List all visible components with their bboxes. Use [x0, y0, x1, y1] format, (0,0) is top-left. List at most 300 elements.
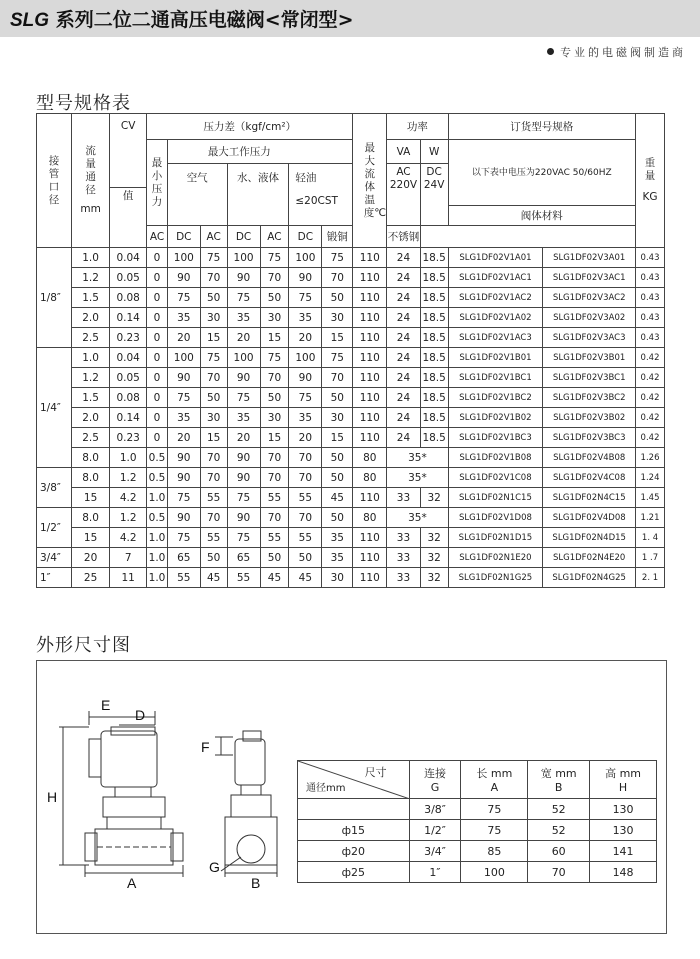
min-pressure-cell: 0: [147, 308, 168, 328]
side-port: [237, 835, 265, 863]
bore-cell: 2.5: [72, 428, 110, 448]
temp-cell: 110: [353, 248, 387, 268]
cv-cell: 1.0: [110, 448, 147, 468]
dims-b-cell: 52: [528, 820, 590, 841]
stainless-model-cell: SLG1DF02V3AC3: [543, 328, 636, 348]
w-cell: 18.5: [420, 268, 448, 288]
header-weight: 重量: [644, 157, 656, 182]
va-cell: 33: [387, 548, 420, 568]
min-pressure-cell: 0: [147, 248, 168, 268]
weight-cell: 0.42: [636, 388, 665, 408]
dims-section-title: 外形尺寸图: [36, 635, 131, 656]
connector-plug: [89, 739, 101, 777]
weight-cell: 1.21: [636, 508, 665, 528]
header-port: 接管口径: [48, 154, 60, 206]
table-row: [37, 308, 665, 328]
oil-ac-cell: 45: [289, 568, 322, 588]
water-ac-cell: 90: [227, 468, 260, 488]
air-ac-cell: 90: [167, 268, 200, 288]
min-pressure-cell: 0: [147, 348, 168, 368]
oil-dc-cell: 75: [322, 348, 353, 368]
spec-section-title: 型号规格表: [36, 93, 131, 114]
weight-cell: 1.45: [636, 488, 665, 508]
stainless-model-cell: SLG1DF02V3BC2: [543, 388, 636, 408]
va-cell: 24: [387, 408, 420, 428]
bore-cell: 8.0: [72, 448, 110, 468]
oil-dc-cell: 75: [322, 248, 353, 268]
dims-corner-cell: [298, 761, 410, 799]
air-ac-cell: 90: [167, 448, 200, 468]
side-bonnet: [231, 795, 271, 817]
w-cell: 18.5: [420, 348, 448, 368]
bore-cell: 8.0: [72, 468, 110, 488]
va-cell: 24: [387, 388, 420, 408]
page-title: [10, 5, 354, 32]
dims-g-cell: 1/2″: [409, 820, 461, 841]
temp-cell: 80: [353, 448, 387, 468]
power-cell: 35*: [387, 468, 448, 488]
brass-model-cell: SLG1DF02N1E20: [448, 548, 543, 568]
min-pressure-cell: 1.0: [147, 528, 168, 548]
table-row: [37, 488, 665, 508]
w-cell: 18.5: [420, 288, 448, 308]
armature-tube: [115, 787, 151, 797]
header-oil-dc: DC: [289, 226, 322, 248]
air-ac-cell: 100: [167, 248, 200, 268]
weight-cell: 0.42: [636, 428, 665, 448]
cv-cell: 7: [110, 548, 147, 568]
va-cell: 24: [387, 348, 420, 368]
bore-cell: 8.0: [72, 508, 110, 528]
water-dc-cell: 50: [260, 548, 289, 568]
power-cell: 35*: [387, 448, 448, 468]
dims-head-b-top: 宽 mm: [540, 767, 577, 780]
air-dc-cell: 30: [200, 408, 227, 428]
w-cell: 32: [420, 528, 448, 548]
w-cell: 18.5: [420, 408, 448, 428]
water-ac-cell: 75: [227, 288, 260, 308]
cv-cell: 0.04: [110, 248, 147, 268]
oil-ac-cell: 75: [289, 288, 322, 308]
brass-model-cell: SLG1DF02V1AC1: [448, 268, 543, 288]
min-pressure-cell: 0.5: [147, 468, 168, 488]
dims-head-a-bottom: A: [490, 781, 499, 794]
side-coil: [235, 739, 265, 785]
min-pressure-cell: 0.5: [147, 508, 168, 528]
air-dc-cell: 45: [200, 568, 227, 588]
table-row: [298, 841, 657, 862]
header-power: 功率: [387, 114, 448, 140]
label-d: D: [135, 707, 146, 723]
dims-head-a-top: 长 mm: [476, 767, 513, 780]
oil-dc-cell: 30: [322, 408, 353, 428]
dims-g-cell: 3/8″: [409, 799, 461, 820]
cv-cell: 0.08: [110, 288, 147, 308]
weight-cell: 0.43: [636, 248, 665, 268]
dims-bore-cell: ф25: [298, 862, 410, 883]
water-dc-cell: 50: [260, 388, 289, 408]
va-cell: 33: [387, 528, 420, 548]
water-ac-cell: 75: [227, 488, 260, 508]
table-row: [37, 468, 665, 488]
air-dc-cell: 50: [200, 388, 227, 408]
bore-cell: 1.0: [72, 348, 110, 368]
water-dc-cell: 70: [260, 448, 289, 468]
table-row: [37, 408, 665, 428]
table-row: [37, 288, 665, 308]
water-dc-cell: 70: [260, 268, 289, 288]
dims-a-cell: 75: [461, 820, 528, 841]
min-pressure-cell: 0: [147, 428, 168, 448]
va-cell: 33: [387, 568, 420, 588]
dims-g-cell: 3/4″: [409, 841, 461, 862]
spec-table: [36, 113, 665, 588]
port-cell: 1/4″: [37, 348, 72, 468]
va-cell: 24: [387, 428, 420, 448]
weight-cell: 1.24: [636, 468, 665, 488]
dims-head-b-bottom: B: [554, 781, 563, 794]
weight-cell: 1.26: [636, 448, 665, 468]
dims-bore-cell: [298, 799, 410, 820]
water-ac-cell: 90: [227, 268, 260, 288]
stainless-model-cell: SLG1DF02V3A02: [543, 308, 636, 328]
dims-corner-bottom: 通径mm: [306, 783, 346, 794]
table-row: [37, 448, 665, 468]
port-cell: 1/8″: [37, 248, 72, 348]
oil-dc-cell: 30: [322, 308, 353, 328]
temp-cell: 110: [353, 388, 387, 408]
dims-head-g-bottom: G: [430, 781, 440, 794]
table-row: [37, 328, 665, 348]
port-cell: 1″: [37, 568, 72, 588]
table-row: [37, 248, 665, 268]
label-a: A: [127, 875, 137, 891]
header-weight-unit: KG: [642, 191, 658, 203]
air-dc-cell: 15: [200, 428, 227, 448]
stainless-model-cell: SLG1DF02N4D15: [543, 528, 636, 548]
tagline: 专业的电磁阀制造商: [547, 44, 686, 60]
air-ac-cell: 75: [167, 288, 200, 308]
dimensions-table: [297, 760, 657, 883]
dims-a-cell: 85: [461, 841, 528, 862]
oil-ac-cell: 75: [289, 388, 322, 408]
water-ac-cell: 65: [227, 548, 260, 568]
brass-model-cell: SLG1DF02V1B01: [448, 348, 543, 368]
water-ac-cell: 55: [227, 568, 260, 588]
dims-head-g-top: 连接: [423, 767, 446, 780]
stainless-model-cell: SLG1DF02V3BC1: [543, 368, 636, 388]
cv-cell: 0.14: [110, 308, 147, 328]
air-dc-cell: 75: [200, 248, 227, 268]
oil-ac-cell: 70: [289, 468, 322, 488]
air-dc-cell: 75: [200, 348, 227, 368]
brass-model-cell: SLG1DF02V1BC3: [448, 428, 543, 448]
cv-cell: 0.14: [110, 408, 147, 428]
table-row: [37, 388, 665, 408]
water-dc-cell: 45: [260, 568, 289, 588]
weight-cell: 2. 1: [636, 568, 665, 588]
oil-ac-cell: 55: [289, 488, 322, 508]
weight-cell: 0.42: [636, 408, 665, 428]
water-dc-cell: 70: [260, 368, 289, 388]
temp-cell: 110: [353, 348, 387, 368]
header-cv: CV: [110, 114, 147, 188]
stainless-model-cell: SLG1DF02N4G25: [543, 568, 636, 588]
stainless-model-cell: SLG1DF02V3AC1: [543, 268, 636, 288]
table-row: [37, 268, 665, 288]
oil-ac-cell: 90: [289, 268, 322, 288]
oil-ac-cell: 100: [289, 348, 322, 368]
water-dc-cell: 55: [260, 488, 289, 508]
bore-cell: 25: [72, 568, 110, 588]
air-ac-cell: 75: [167, 488, 200, 508]
temp-cell: 110: [353, 568, 387, 588]
cv-cell: 0.08: [110, 388, 147, 408]
air-dc-cell: 70: [200, 268, 227, 288]
water-dc-cell: 75: [260, 348, 289, 368]
cv-cell: 11: [110, 568, 147, 588]
stainless-model-cell: SLG1DF02N4C15: [543, 488, 636, 508]
temp-cell: 110: [353, 428, 387, 448]
air-dc-cell: 15: [200, 328, 227, 348]
header-max-pressure: 最大工作压力: [167, 140, 352, 164]
oil-ac-cell: 55: [289, 528, 322, 548]
water-ac-cell: 20: [227, 428, 260, 448]
min-pressure-cell: 1.0: [147, 568, 168, 588]
dims-corner-top: 尺寸: [364, 766, 387, 779]
oil-ac-cell: 20: [289, 328, 322, 348]
table-row: [37, 568, 665, 588]
water-ac-cell: 90: [227, 448, 260, 468]
air-ac-cell: 20: [167, 428, 200, 448]
temp-cell: 110: [353, 548, 387, 568]
bore-cell: 1.2: [72, 268, 110, 288]
title-text: 系列二位二通高压电磁阀<常闭型>: [55, 9, 354, 31]
port-cell: 1/2″: [37, 508, 72, 548]
stainless-model-cell: SLG1DF02V3AC2: [543, 288, 636, 308]
bore-cell: 1.5: [72, 388, 110, 408]
dims-a-cell: 100: [461, 862, 528, 883]
side-tube: [241, 785, 261, 795]
temp-cell: 110: [353, 528, 387, 548]
air-ac-cell: 35: [167, 408, 200, 428]
temp-cell: 110: [353, 368, 387, 388]
air-dc-cell: 70: [200, 468, 227, 488]
header-water: 水、液体: [227, 164, 289, 226]
header-bore: 流量通径: [85, 145, 96, 196]
cv-cell: 0.05: [110, 268, 147, 288]
w-cell: 18.5: [420, 328, 448, 348]
air-ac-cell: 100: [167, 348, 200, 368]
header-air-ac: AC: [147, 226, 168, 248]
oil-ac-cell: 50: [289, 548, 322, 568]
temp-cell: 80: [353, 468, 387, 488]
oil-dc-cell: 35: [322, 548, 353, 568]
bore-cell: 15: [72, 488, 110, 508]
header-bar: [0, 0, 700, 37]
header-material: 阀体材料: [448, 206, 636, 226]
w-cell: 18.5: [420, 428, 448, 448]
brass-model-cell: SLG1DF02V1AC2: [448, 288, 543, 308]
stainless-model-cell: SLG1DF02V3B02: [543, 408, 636, 428]
table-row: [37, 368, 665, 388]
header-temp: 最大流体温度℃: [363, 141, 387, 219]
header-ac-volt: AC 220V: [387, 164, 420, 226]
header-air-dc: DC: [167, 226, 200, 248]
header-oil: 轻油: [295, 172, 317, 184]
brass-model-cell: SLG1DF02V1BC1: [448, 368, 543, 388]
weight-cell: 0.43: [636, 268, 665, 288]
brass-model-cell: SLG1DF02N1C15: [448, 488, 543, 508]
min-pressure-cell: 0.5: [147, 448, 168, 468]
header-pressure: 压力差（kgf/cm²）: [147, 114, 353, 140]
weight-cell: 1. 4: [636, 528, 665, 548]
stainless-model-cell: SLG1DF02V4B08: [543, 448, 636, 468]
va-cell: 24: [387, 368, 420, 388]
label-f: F: [201, 739, 210, 755]
oil-dc-cell: 30: [322, 568, 353, 588]
dims-h-cell: 141: [590, 841, 657, 862]
air-ac-cell: 35: [167, 308, 200, 328]
air-ac-cell: 75: [167, 388, 200, 408]
stainless-model-cell: SLG1DF02V4D08: [543, 508, 636, 528]
dims-a-cell: 75: [461, 799, 528, 820]
brass-model-cell: SLG1DF02V1A02: [448, 308, 543, 328]
stainless-model-cell: SLG1DF02V3A01: [543, 248, 636, 268]
weight-cell: 0.43: [636, 308, 665, 328]
stainless-model-cell: SLG1DF02V4C08: [543, 468, 636, 488]
brass-model-cell: SLG1DF02V1A01: [448, 248, 543, 268]
brass-model-cell: SLG1DF02V1B02: [448, 408, 543, 428]
brass-model-cell: SLG1DF02V1D08: [448, 508, 543, 528]
air-dc-cell: 70: [200, 448, 227, 468]
temp-cell: 110: [353, 268, 387, 288]
weight-cell: 1 .7: [636, 548, 665, 568]
bullet-icon: [547, 48, 554, 55]
cv-cell: 0.04: [110, 348, 147, 368]
header-dc-volt: DC 24V: [420, 164, 448, 226]
dims-bore-cell: ф20: [298, 841, 410, 862]
dims-h-cell: 130: [590, 820, 657, 841]
bore-cell: 1.2: [72, 368, 110, 388]
va-cell: 24: [387, 268, 420, 288]
oil-dc-cell: 50: [322, 448, 353, 468]
water-ac-cell: 90: [227, 508, 260, 528]
temp-cell: 110: [353, 308, 387, 328]
dims-h-cell: 148: [590, 862, 657, 883]
header-oil-sub: ≤20CST: [295, 195, 338, 207]
header-water-ac: AC: [200, 226, 227, 248]
water-dc-cell: 30: [260, 408, 289, 428]
oil-dc-cell: 15: [322, 328, 353, 348]
header-min-pressure: 最小压力: [151, 156, 163, 208]
min-pressure-cell: 1.0: [147, 548, 168, 568]
header-water-dc: DC: [227, 226, 260, 248]
bore-cell: 20: [72, 548, 110, 568]
oil-ac-cell: 35: [289, 408, 322, 428]
voltage-note: 以下表中电压为220VAC 50/60HZ: [448, 140, 636, 206]
oil-dc-cell: 45: [322, 488, 353, 508]
oil-ac-cell: 20: [289, 428, 322, 448]
oil-dc-cell: 50: [322, 508, 353, 528]
label-e: E: [101, 697, 111, 713]
brass-model-cell: SLG1DF02V1C08: [448, 468, 543, 488]
dims-h-cell: 130: [590, 799, 657, 820]
header-air: 空气: [167, 164, 227, 226]
header-brass: 锻铜: [322, 226, 353, 248]
weight-cell: 0.42: [636, 368, 665, 388]
cv-cell: 1.2: [110, 468, 147, 488]
table-row: [37, 428, 665, 448]
table-row: [37, 548, 665, 568]
min-pressure-cell: 0: [147, 408, 168, 428]
header-stainless: 不锈钢: [387, 226, 420, 248]
weight-cell: 0.42: [636, 348, 665, 368]
brass-model-cell: SLG1DF02V1B08: [448, 448, 543, 468]
table-row: [37, 348, 665, 368]
air-ac-cell: 90: [167, 468, 200, 488]
brass-model-cell: SLG1DF02N1D15: [448, 528, 543, 548]
va-cell: 24: [387, 308, 420, 328]
cv-cell: 0.23: [110, 428, 147, 448]
w-cell: 18.5: [420, 308, 448, 328]
water-ac-cell: 35: [227, 408, 260, 428]
temp-cell: 110: [353, 328, 387, 348]
dims-bore-cell: ф15: [298, 820, 410, 841]
header-order: 订货型号规格: [448, 114, 636, 140]
bonnet-base: [107, 817, 161, 829]
min-pressure-cell: 0: [147, 388, 168, 408]
air-dc-cell: 70: [200, 368, 227, 388]
oil-ac-cell: 70: [289, 448, 322, 468]
coil-body: [101, 731, 157, 787]
w-cell: 18.5: [420, 248, 448, 268]
bore-cell: 2.0: [72, 408, 110, 428]
air-dc-cell: 50: [200, 548, 227, 568]
bore-cell: 1.0: [72, 248, 110, 268]
brand-label: SLG: [10, 10, 50, 31]
air-ac-cell: 90: [167, 368, 200, 388]
min-pressure-cell: 1.0: [147, 488, 168, 508]
label-b: B: [251, 875, 261, 891]
min-pressure-cell: 0: [147, 368, 168, 388]
air-ac-cell: 55: [167, 568, 200, 588]
table-row: [298, 820, 657, 841]
w-cell: 32: [420, 488, 448, 508]
dims-head-h-bottom: H: [618, 781, 628, 794]
side-body: [225, 817, 277, 865]
water-ac-cell: 75: [227, 528, 260, 548]
port-cell: 3/8″: [37, 468, 72, 508]
cv-cell: 4.2: [110, 488, 147, 508]
cv-cell: 0.23: [110, 328, 147, 348]
table-row: [37, 528, 665, 548]
dims-b-cell: 70: [528, 862, 590, 883]
header-va: VA: [387, 140, 420, 164]
oil-dc-cell: 70: [322, 268, 353, 288]
air-dc-cell: 30: [200, 308, 227, 328]
brass-model-cell: SLG1DF02V1BC2: [448, 388, 543, 408]
temp-cell: 110: [353, 408, 387, 428]
water-ac-cell: 35: [227, 308, 260, 328]
brass-model-cell: SLG1DF02N1G25: [448, 568, 543, 588]
air-ac-cell: 75: [167, 528, 200, 548]
header-oil-ac: AC: [260, 226, 289, 248]
table-row: [298, 862, 657, 883]
water-dc-cell: 50: [260, 288, 289, 308]
oil-dc-cell: 35: [322, 528, 353, 548]
temp-cell: 80: [353, 508, 387, 528]
